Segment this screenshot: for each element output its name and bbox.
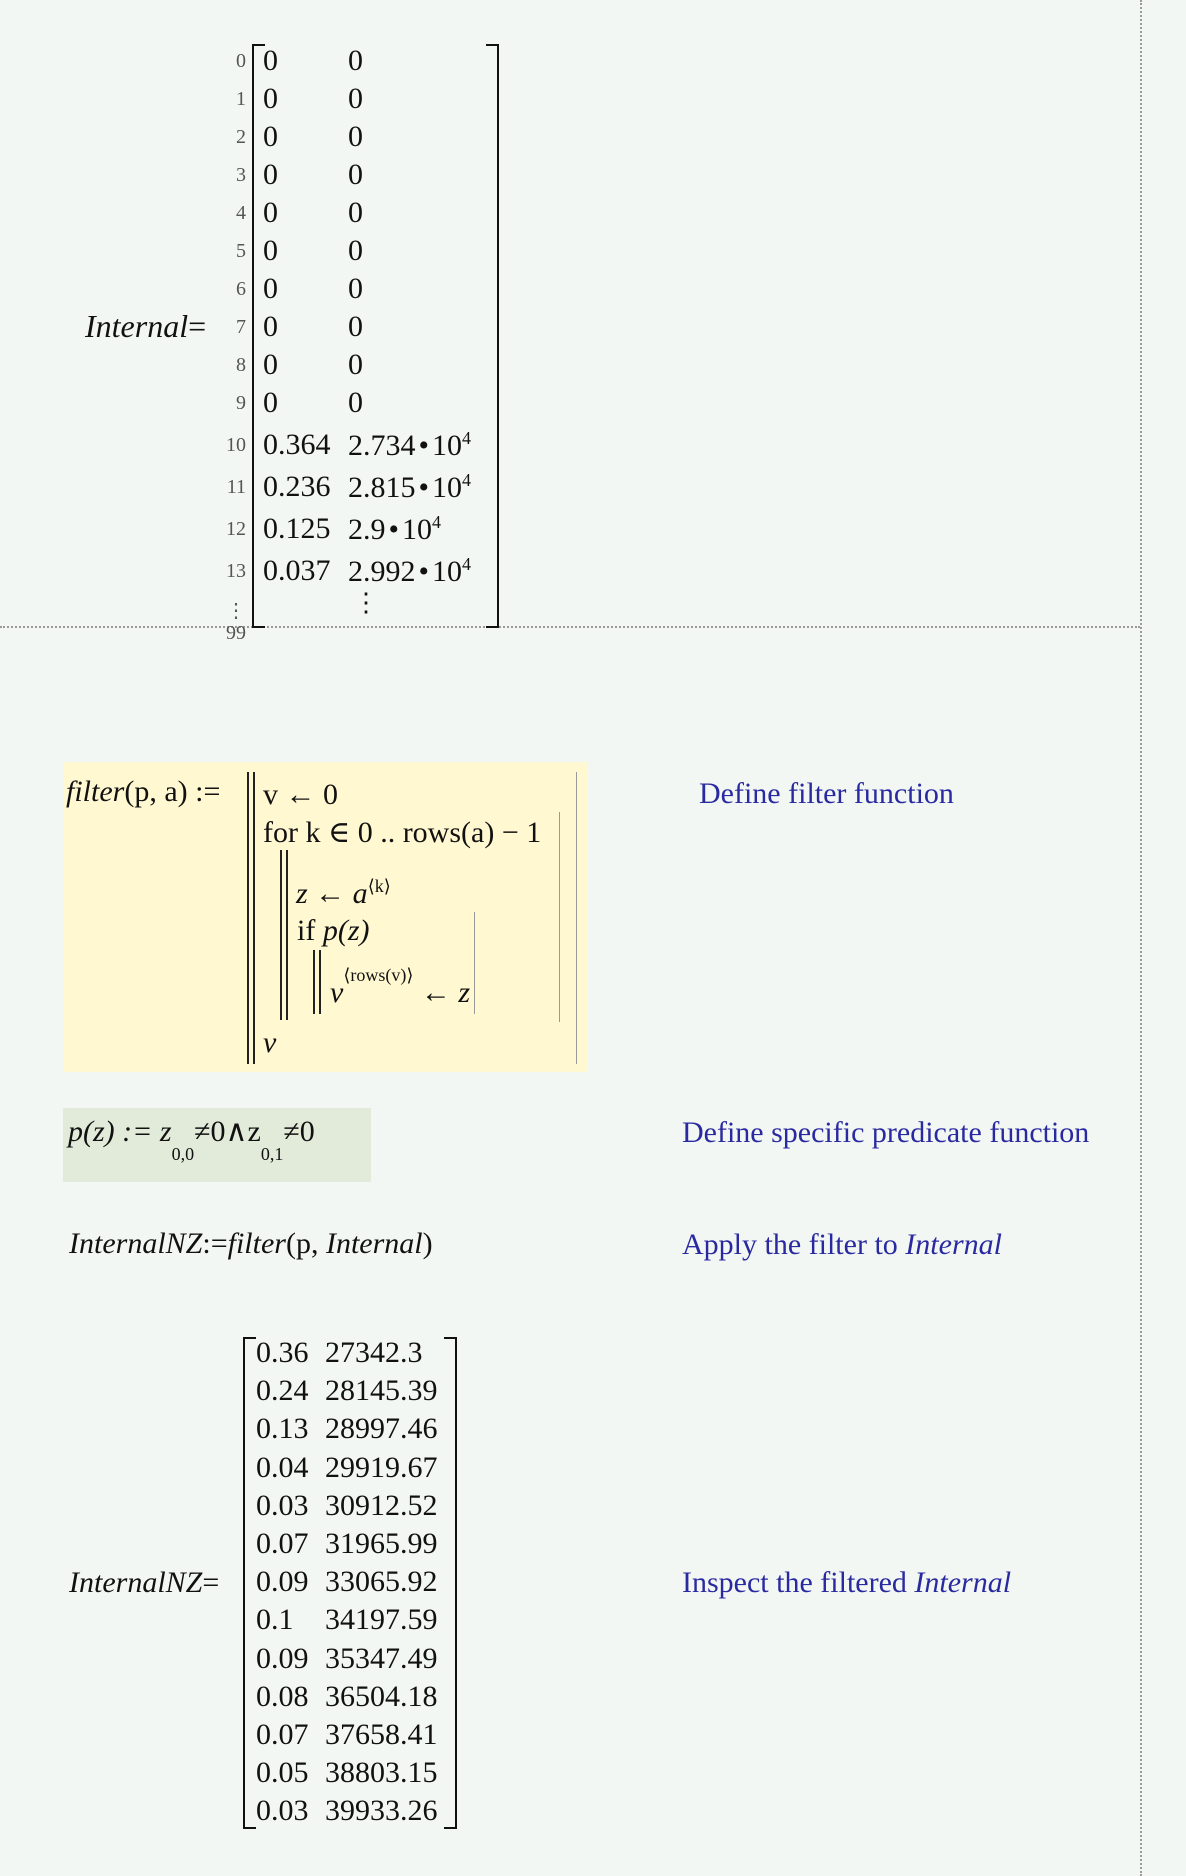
result-cell: 28145.39 bbox=[325, 1374, 438, 1407]
internal-cell: 0 bbox=[348, 234, 363, 267]
filter-header[interactable] bbox=[66, 775, 220, 809]
for-body-bar-right bbox=[559, 812, 560, 1022]
program-bar-outer-2 bbox=[253, 772, 255, 1064]
result-cell: 35347.49 bbox=[325, 1642, 438, 1675]
row-index: 1 bbox=[236, 88, 246, 110]
comment-apply-var: Internal bbox=[905, 1228, 1002, 1261]
result-cell: 0.36 bbox=[256, 1336, 309, 1369]
v-assign-z: ← z bbox=[420, 976, 471, 1009]
result-cell: 0.1 bbox=[256, 1603, 294, 1636]
result-cell: 31965.99 bbox=[325, 1527, 438, 1560]
comment-apply-text: Apply the filter to bbox=[682, 1228, 906, 1261]
internalnz-eval-op: = bbox=[202, 1566, 220, 1599]
subscript-0-1: 0,1 bbox=[260, 1144, 284, 1164]
internal-cell: 0 bbox=[263, 196, 278, 229]
if-keyword: if bbox=[297, 914, 316, 947]
filter-call-close: ) bbox=[422, 1227, 433, 1260]
internalnz-name: InternalNZ bbox=[69, 1227, 203, 1260]
internalnz-eval-name: InternalNZ bbox=[69, 1566, 203, 1599]
internal-cell: 0 bbox=[263, 82, 278, 115]
row-index: ⋮ bbox=[226, 600, 246, 622]
filter-call-arg-internal: Internal bbox=[325, 1227, 423, 1260]
internal-cell: 0 bbox=[263, 386, 278, 419]
for-range: k ∈ 0 .. rows(a) − 1 bbox=[305, 816, 542, 849]
filter-call-name: filter bbox=[227, 1227, 286, 1260]
result-cell: 0.03 bbox=[256, 1489, 309, 1522]
result-cell: 0.09 bbox=[256, 1642, 309, 1675]
program-line-5[interactable] bbox=[330, 965, 471, 1010]
internal-cell: 0 bbox=[263, 158, 278, 191]
comment-inspect-text: Inspect the filtered bbox=[682, 1566, 915, 1599]
if-condition: p(z) bbox=[322, 914, 370, 947]
result-cell: 27342.3 bbox=[325, 1336, 423, 1369]
program-line-3[interactable] bbox=[296, 876, 391, 911]
subscript-0-0: 0,0 bbox=[171, 1144, 195, 1164]
internal-cell: 0 bbox=[263, 272, 278, 305]
internal-cell: 2.992 • $10^4$ bbox=[348, 554, 472, 588]
z-assign: z ← a bbox=[296, 877, 368, 910]
internal-cell: 2.734 • $10^4$ bbox=[348, 428, 472, 462]
result-cell: 0.08 bbox=[256, 1680, 309, 1713]
internal-cell: 0 bbox=[348, 196, 363, 229]
result-left-bracket bbox=[243, 1337, 256, 1829]
row-index: 2 bbox=[236, 126, 246, 148]
result-cell: 0.24 bbox=[256, 1374, 309, 1407]
page-break-horizontal bbox=[0, 626, 1140, 628]
result-cell: 0.09 bbox=[256, 1565, 309, 1598]
internal-cell: 0 bbox=[263, 348, 278, 381]
apply-filter-definition[interactable] bbox=[69, 1227, 433, 1261]
row-index: 5 bbox=[236, 240, 246, 262]
result-cell: 38803.15 bbox=[325, 1756, 438, 1789]
row-index: 6 bbox=[236, 278, 246, 300]
internal-cell: 0.037 bbox=[263, 554, 331, 587]
result-cell: 0.05 bbox=[256, 1756, 309, 1789]
page-edge-vertical bbox=[1140, 0, 1142, 1876]
internal-cell: 0.236 bbox=[263, 470, 331, 503]
comment-inspect-var: Internal bbox=[914, 1566, 1012, 1599]
result-cell: 39933.26 bbox=[325, 1794, 438, 1827]
row-index: 7 bbox=[236, 316, 246, 338]
filter-args: (p, a) := bbox=[124, 775, 221, 808]
column-superscript-k: ⟨k⟩ bbox=[367, 876, 391, 896]
row-index: 0 bbox=[236, 50, 246, 72]
filter-call-args: (p, bbox=[285, 1227, 326, 1260]
row-index: 8 bbox=[236, 354, 246, 376]
result-cell: 37658.41 bbox=[325, 1718, 438, 1751]
internal-cell: 0 bbox=[348, 386, 363, 419]
program-bar-outer-right bbox=[576, 772, 577, 1064]
internal-cell: 0 bbox=[348, 82, 363, 115]
internal-cell: 0 bbox=[263, 310, 278, 343]
internal-var-name: Internal bbox=[85, 308, 189, 344]
result-cell: 0.03 bbox=[256, 1794, 309, 1827]
comment-define-filter[interactable]: Define filter function bbox=[699, 777, 954, 810]
program-line-1[interactable]: v ← 0 bbox=[263, 778, 338, 811]
result-cell: 33065.92 bbox=[325, 1565, 438, 1598]
matrix-left-bracket bbox=[252, 44, 265, 628]
if-body-bar-1 bbox=[313, 950, 315, 1014]
result-cell: 30912.52 bbox=[325, 1489, 438, 1522]
internal-cell: 0 bbox=[348, 120, 363, 153]
row-index: 13 bbox=[226, 560, 246, 582]
comment-apply-filter[interactable] bbox=[682, 1228, 1002, 1262]
internal-cell: 0 bbox=[263, 120, 278, 153]
predicate-lhs: p(z) := z bbox=[68, 1115, 172, 1148]
result-right-bracket bbox=[444, 1337, 457, 1829]
internal-cell: 0 bbox=[348, 158, 363, 191]
program-bar-outer-1 bbox=[247, 772, 249, 1064]
comment-inspect[interactable] bbox=[682, 1566, 1011, 1600]
internal-cell: 0 bbox=[348, 310, 363, 343]
internal-cell: 2.9 • $10^4$ bbox=[348, 512, 442, 546]
internal-cell: 0.125 bbox=[263, 512, 331, 545]
result-cell: 0.07 bbox=[256, 1718, 309, 1751]
for-body-bar-1 bbox=[280, 850, 282, 1020]
internal-cell: 0.364 bbox=[263, 428, 331, 461]
column-ellipsis: ⋮ bbox=[353, 588, 379, 617]
filter-name: filter bbox=[66, 775, 125, 808]
result-cell: 34197.59 bbox=[325, 1603, 438, 1636]
internal-eval-op: = bbox=[188, 308, 207, 344]
row-index: 4 bbox=[236, 202, 246, 224]
internal-cell: 0 bbox=[263, 234, 278, 267]
predicate-mid: ≠0∧z bbox=[194, 1115, 261, 1148]
internal-eval-label[interactable] bbox=[85, 308, 206, 345]
result-cell: 36504.18 bbox=[325, 1680, 438, 1713]
if-body-bar-right bbox=[474, 912, 475, 1014]
internal-cell: 0 bbox=[263, 44, 278, 77]
v-base: v bbox=[330, 976, 344, 1009]
internalnz-eval-label[interactable] bbox=[69, 1566, 219, 1600]
program-line-6[interactable]: v bbox=[263, 1026, 277, 1059]
predicate-definition[interactable] bbox=[68, 1114, 315, 1164]
row-index: 3 bbox=[236, 164, 246, 186]
internal-cell: 0 bbox=[348, 272, 363, 305]
for-keyword: for bbox=[263, 816, 298, 849]
row-index: 12 bbox=[226, 518, 246, 540]
result-cell: 0.04 bbox=[256, 1451, 309, 1484]
internal-cell: 0 bbox=[348, 44, 363, 77]
program-line-2[interactable] bbox=[263, 815, 541, 850]
internal-cell: 0 bbox=[348, 348, 363, 381]
for-body-bar-2 bbox=[286, 850, 288, 1020]
row-index: 9 bbox=[236, 392, 246, 414]
predicate-end: ≠0 bbox=[283, 1115, 315, 1148]
result-cell: 28997.46 bbox=[325, 1412, 438, 1445]
result-cell: 0.13 bbox=[256, 1412, 309, 1445]
column-superscript-rows-v: ⟨rows(v)⟩ bbox=[343, 965, 414, 985]
matrix-right-bracket bbox=[486, 44, 499, 628]
define-op: := bbox=[202, 1227, 228, 1260]
internal-cell: 2.815 • $10^4$ bbox=[348, 470, 472, 504]
row-index: 99 bbox=[226, 622, 246, 644]
comment-define-predicate[interactable]: Define specific predicate function bbox=[682, 1116, 1090, 1149]
if-body-bar-2 bbox=[319, 950, 321, 1014]
row-index: 10 bbox=[226, 434, 246, 456]
result-cell: 29919.67 bbox=[325, 1451, 438, 1484]
program-line-4[interactable] bbox=[297, 914, 369, 948]
row-index: 11 bbox=[226, 476, 246, 498]
result-cell: 0.07 bbox=[256, 1527, 309, 1560]
